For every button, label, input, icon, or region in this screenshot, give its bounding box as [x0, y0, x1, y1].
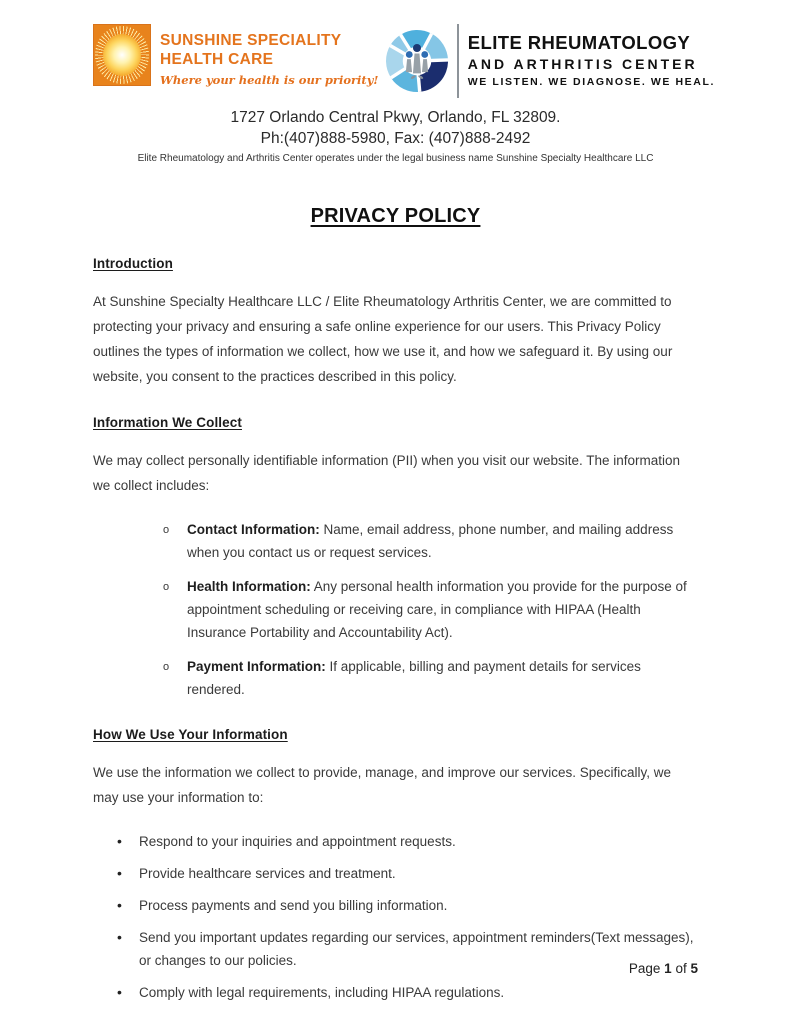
list-item-payment-information: [93, 655, 698, 701]
document-body: [93, 256, 698, 1004]
sunshine-logo-text: [160, 24, 378, 87]
sunshine-name-line2: HEALTH CARE: [160, 51, 274, 68]
list-item: [93, 894, 698, 917]
address-line-2: Ph:(407)888-5980, Fax: (407)888-2492: [260, 130, 531, 147]
list-item-text: Comply with legal requirements, including HIPAA regulations.: [139, 985, 505, 1000]
logo-separator: [457, 24, 459, 98]
list-item-text: Send you important updates regarding our services, appointment reminders(Text messages), or changes to our policies.: [139, 930, 694, 968]
information-we-collect-paragraph: We may collect personally identifiable information (PII) when you visit our website. The information we collect includes:: [93, 453, 681, 493]
page-label: Page: [628, 961, 661, 976]
section-heading-information-we-collect: Information We Collect: [93, 415, 242, 430]
list-item: [93, 926, 698, 972]
list-item-text: If applicable, billing and payment details for services rendered.: [187, 659, 641, 697]
list-item-label: Contact Information:: [187, 522, 320, 537]
how-we-use-paragraph: We use the information we collect to provide, manage, and improve our services. Specifically, we may use your information to:: [93, 765, 672, 805]
sun-glow-decoration: [103, 34, 141, 76]
address-line-1: 1727 Orlando Central Pkwy, Orlando, FL 32809.: [230, 109, 561, 126]
page-title: PRIVACY POLICY: [310, 205, 481, 227]
list-item: [93, 981, 698, 1004]
sun-icon: [93, 24, 151, 86]
elite-name-line2: AND ARTHRITIS CENTER: [467, 56, 698, 72]
usage-list: [93, 830, 698, 1004]
elite-logo-text: [468, 32, 715, 90]
list-item: [93, 862, 698, 885]
sunshine-logo: [93, 24, 378, 87]
list-item-text: Any personal health information you provide for the purpose of appointment scheduling or receiving care, in compliance with HIPAA (Health Insurance Portability and Accountability Act).: [187, 579, 687, 640]
list-item-label: Health Information:: [187, 579, 311, 594]
list-item-label: Payment Information:: [187, 659, 326, 674]
list-item-health-information: [93, 575, 698, 644]
list-item-text: Process payments and send you billing information.: [139, 898, 448, 913]
elite-tagline: WE LISTEN. WE DIAGNOSE. WE HEAL.: [467, 76, 715, 88]
list-item-contact-information: [93, 518, 698, 564]
address-block: [0, 107, 791, 166]
list-item-text: Provide healthcare services and treatment.: [139, 866, 396, 881]
people-circle-icon: [386, 28, 448, 94]
introduction-paragraph: At Sunshine Specialty Healthcare LLC / Elite Rheumatology Arthritis Center, we are committed to protecting your privacy and ensuring a safe online experience for our users. This Privacy Policy outlines the types of information we collect, how we use it, and how we safeguard it. By using our website, you consent to the practices described in this policy.: [93, 294, 673, 384]
page-number-total: 5: [690, 961, 698, 976]
page-footer: [629, 961, 698, 976]
section-heading-how-we-use-your-information: How We Use Your Information: [93, 727, 288, 742]
letterhead: [0, 0, 791, 98]
page-of-label: of: [675, 961, 687, 976]
sunshine-name-line1: SUNSHINE SPECIALITY: [160, 32, 342, 49]
sunshine-tagline: Where your health is our priority!: [160, 73, 379, 87]
list-item-text: Name, email address, phone number, and mailing address when you contact us or request services.: [187, 522, 674, 560]
pii-types-list: [93, 518, 698, 701]
page-number-current: 1: [664, 961, 672, 976]
list-item: [93, 830, 698, 853]
elite-logo: [386, 24, 715, 98]
legal-note: Elite Rheumatology and Arthritis Center operates under the legal business name Sunshine Specialty Healthcare LLC: [137, 153, 654, 164]
section-heading-introduction: Introduction: [93, 256, 173, 271]
list-item-text: Respond to your inquiries and appointment requests.: [139, 834, 456, 849]
elite-name-line1: ELITE RHEUMATOLOGY: [467, 32, 691, 53]
